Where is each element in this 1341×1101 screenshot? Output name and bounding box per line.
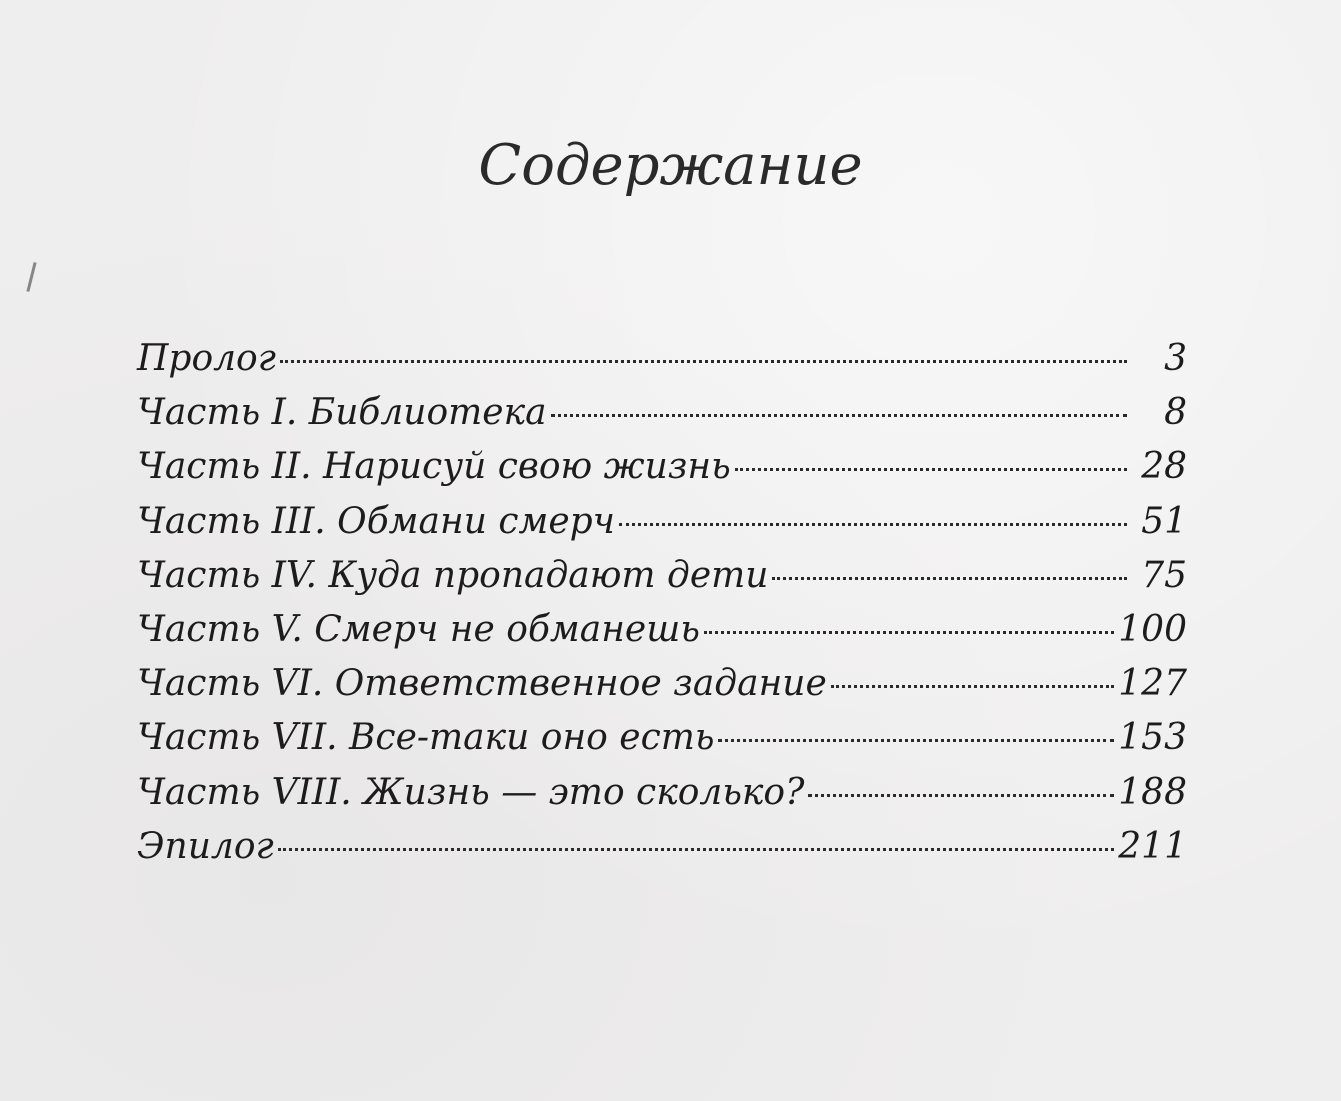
toc-entry-part-7 (137, 717, 1187, 771)
toc-entry-part-6 (137, 663, 1187, 717)
toc-entry-page: 3 (1164, 338, 1187, 379)
dot-leader (619, 523, 1127, 526)
toc-entry-label: Часть IV. Куда пропадают дети (137, 554, 769, 596)
toc-entry-page: 127 (1118, 663, 1187, 705)
toc-entry-page: 211 (1118, 825, 1187, 867)
dot-leader (808, 794, 1114, 797)
toc-entry-label: Часть V. Смерч не обманешь (137, 608, 700, 650)
dot-leader (735, 468, 1127, 471)
toc-entry-label: Пролог (137, 338, 276, 379)
dot-leader (278, 848, 1115, 851)
pencil-mark (26, 262, 36, 292)
toc-entry-part-2 (137, 446, 1187, 500)
toc-entry-page: 188 (1118, 771, 1187, 813)
toc-entry-part-5 (137, 609, 1187, 663)
toc-entry-part-1 (137, 392, 1187, 446)
toc-entry-epilogue (137, 826, 1187, 880)
dot-leader (551, 414, 1127, 417)
toc-entry-page: 100 (1118, 608, 1187, 650)
toc-entry-page: 153 (1118, 717, 1187, 759)
toc-entry-label: Часть VIII. Жизнь — это сколько? (137, 771, 805, 813)
toc-entry-prologue (137, 338, 1187, 392)
toc-entry-page: 8 (1164, 392, 1187, 434)
toc-entry-label: Часть VII. Все-таки оно есть (137, 717, 715, 759)
dot-leader (718, 739, 1114, 742)
dot-leader (831, 685, 1115, 688)
toc-entry-part-4 (137, 555, 1187, 609)
toc-entry-part-8 (137, 772, 1187, 826)
toc-entry-part-3 (137, 501, 1187, 555)
contents-title: Содержание (478, 133, 863, 198)
table-of-contents (137, 338, 1187, 880)
toc-entry-label: Часть II. Нарисуй свою жизнь (137, 446, 731, 488)
toc-entry-page: 28 (1141, 446, 1187, 488)
dot-leader (704, 631, 1114, 634)
toc-entry-page: 75 (1141, 554, 1187, 596)
dot-leader (280, 360, 1127, 363)
dot-leader (772, 577, 1127, 580)
toc-entry-label: Часть I. Библиотека (137, 392, 547, 434)
toc-entry-label: Эпилог (137, 825, 274, 867)
toc-entry-page: 51 (1141, 500, 1187, 542)
toc-entry-label: Часть III. Обмани смерч (137, 500, 616, 542)
toc-entry-label: Часть VI. Ответственное задание (137, 663, 827, 705)
